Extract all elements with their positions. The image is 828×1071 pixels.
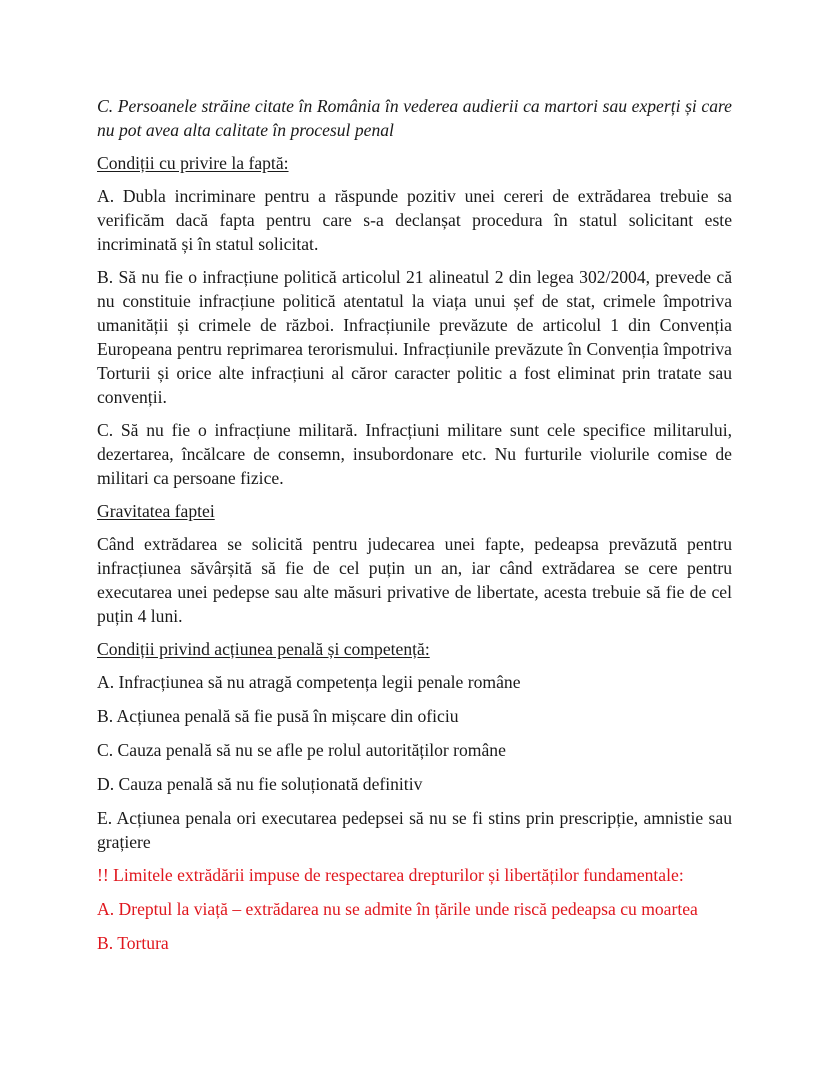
heading-conditions-fact: [97, 151, 732, 175]
list-item-e: E. Acțiunea penala ori executarea pedepsei să nu se fi stins prin prescripție, amnistie sau grațiere: [97, 808, 732, 852]
paragraph-foreign-persons: C. Persoanele străine citate în România în vederea audierii ca martori sau experți și care nu pot avea alta calitate în procesul penal: [97, 96, 732, 140]
paragraph-double-incrimination: A. Dubla incriminare pentru a răspunde pozitiv unei cereri de extrădarea trebuie sa verificăm dacă fapta pentru care s-a declanșat procedura în statul solicitant este incriminată și în statul solicitat.: [97, 186, 732, 254]
red-item-torture: B. Tortura: [97, 933, 169, 953]
list-item-b: B. Acțiunea penală să fie pusă în mișcare din oficiu: [97, 706, 459, 726]
paragraph-political-offence: B. Să nu fie o infracțiune politică articolul 21 alineatul 2 din legea 302/2004, prevede că nu constituie infracțiune politică atentatul la viața unui șef de stat, crimele împotriva umanității și crimele de război. Infracțiunile prevăzute de articolul 1 din Convenția Europeana pentru reprimarea terorismului. Infracțiunile prevăzute în Convenția împotriva Torturii și orice alte infracțiuni al căror caracter politic a fost eliminat prin tratate sau convenții.: [97, 267, 732, 407]
red-heading-limits: !! Limitele extrădării impuse de respectarea drepturilor și libertăților fundamentale:: [97, 865, 684, 885]
red-item-right-to-life: A. Dreptul la viață – extrădarea nu se admite în țările unde riscă pedeapsa cu moartea: [97, 899, 698, 919]
list-item-c: C. Cauza penală să nu se afle pe rolul autorităților române: [97, 740, 506, 760]
heading-criminal-action-text: Condiții privind acțiunea penală și competență:: [97, 639, 430, 659]
heading-criminal-action: [97, 637, 732, 661]
heading-conditions-fact-text: Condiții cu privire la faptă:: [97, 153, 289, 173]
heading-gravity-text: Gravitatea faptei: [97, 501, 215, 521]
list-item-d: D. Cauza penală să nu fie soluționată definitiv: [97, 774, 423, 794]
heading-gravity: [97, 499, 732, 523]
paragraph-gravity: Când extrădarea se solicită pentru judecarea unei fapte, pedeapsa prevăzută pentru infracțiunea săvârșită să fie de cel puțin un an, iar când extrădarea se cere pentru executarea unei pedepse sau alte măsuri privative de libertate, acesta trebuie să fie de cel puțin 4 luni.: [97, 534, 732, 626]
list-item-a: A. Infracțiunea să nu atragă competența legii penale române: [97, 672, 521, 692]
paragraph-military-offence: C. Să nu fie o infracțiune militară. Infracțiuni militare sunt cele specifice militarului, dezertarea, încălcare de consemn, insubordonare etc. Nu furturile violurile comise de militari ca persoane fizice.: [97, 420, 732, 488]
